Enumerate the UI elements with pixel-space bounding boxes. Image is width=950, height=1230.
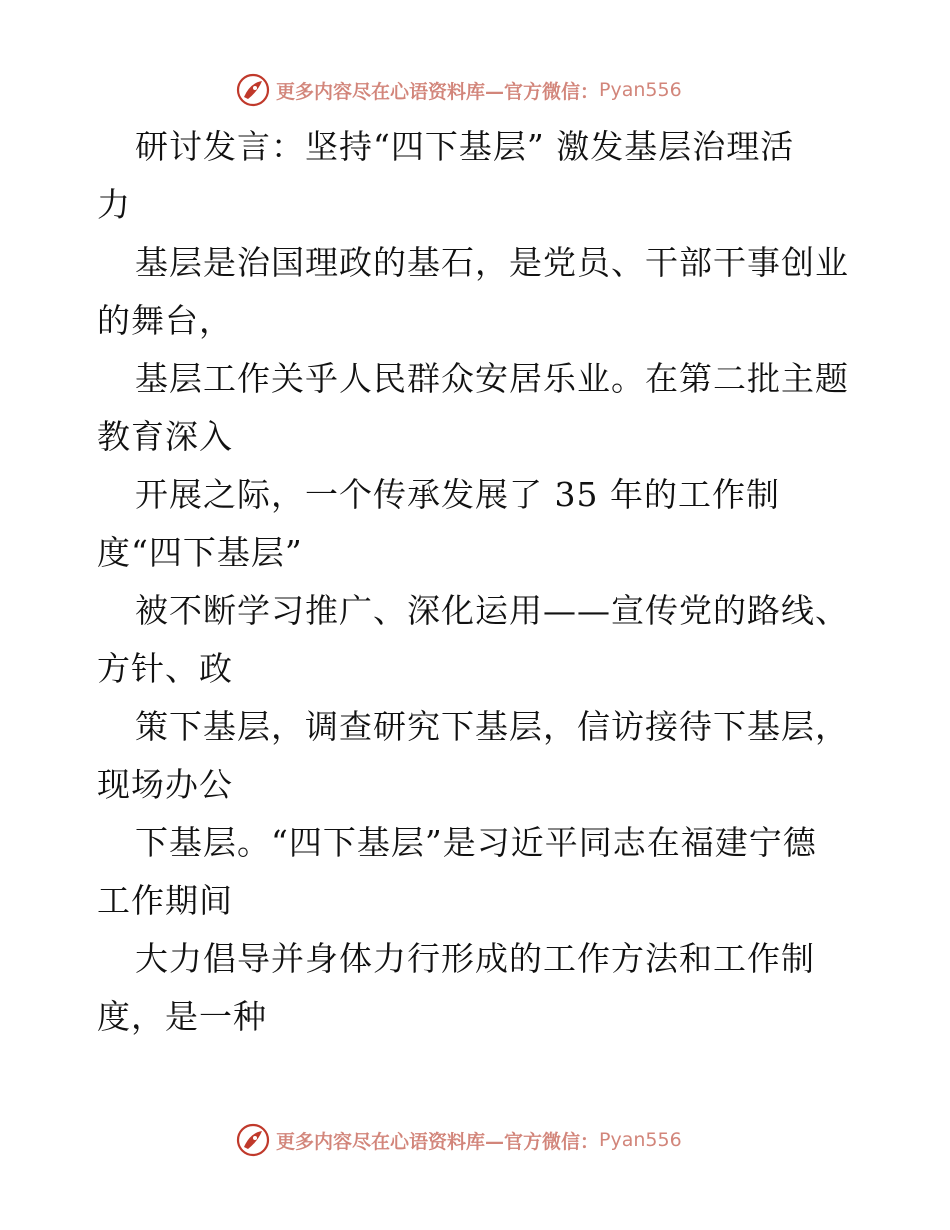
text-line: 教育深入 — [97, 417, 233, 456]
text-line: 度，是一种 — [97, 997, 267, 1036]
banner-wechat-id: Pyan556 — [599, 1129, 682, 1151]
text-line: 基层是治国理政的基石，是党员、干部干事创业 — [135, 243, 849, 282]
text-line: 现场办公 — [97, 765, 233, 804]
text-line: 研讨发言：坚持“四下基层” 激发基层治理活 — [135, 127, 795, 166]
text-line: 的舞台， — [97, 301, 233, 340]
text-line: 方针、政 — [97, 649, 233, 688]
text-line: 力 — [97, 185, 131, 224]
text-line: 基层工作关乎人民群众安居乐业。在第二批主题 — [135, 359, 849, 398]
text-line: 工作期间 — [97, 881, 233, 920]
pen-nib-logo-icon — [236, 1123, 270, 1157]
banner-wechat-id: Pyan556 — [599, 79, 682, 101]
header-banner — [236, 70, 682, 110]
banner-text: 更多内容尽在心语资料库—官方微信： — [276, 80, 600, 103]
pen-nib-logo-icon — [236, 73, 270, 107]
document-body — [97, 118, 857, 1046]
text-line: 策下基层，调查研究下基层，信访接待下基层， — [135, 707, 849, 746]
banner-text: 更多内容尽在心语资料库—官方微信： — [276, 1130, 600, 1153]
text-line: 度“四下基层” — [97, 533, 303, 572]
text-line: 大力倡导并身体力行形成的工作方法和工作制 — [135, 939, 815, 978]
text-line: 开展之际，一个传承发展了 35 年的工作制 — [135, 475, 780, 514]
text-line: 被不断学习推广、深化运用——宣传党的路线、 — [135, 591, 849, 630]
footer-banner — [236, 1120, 682, 1160]
text-line: 下基层。“四下基层”是习近平同志在福建宁德 — [135, 823, 817, 862]
